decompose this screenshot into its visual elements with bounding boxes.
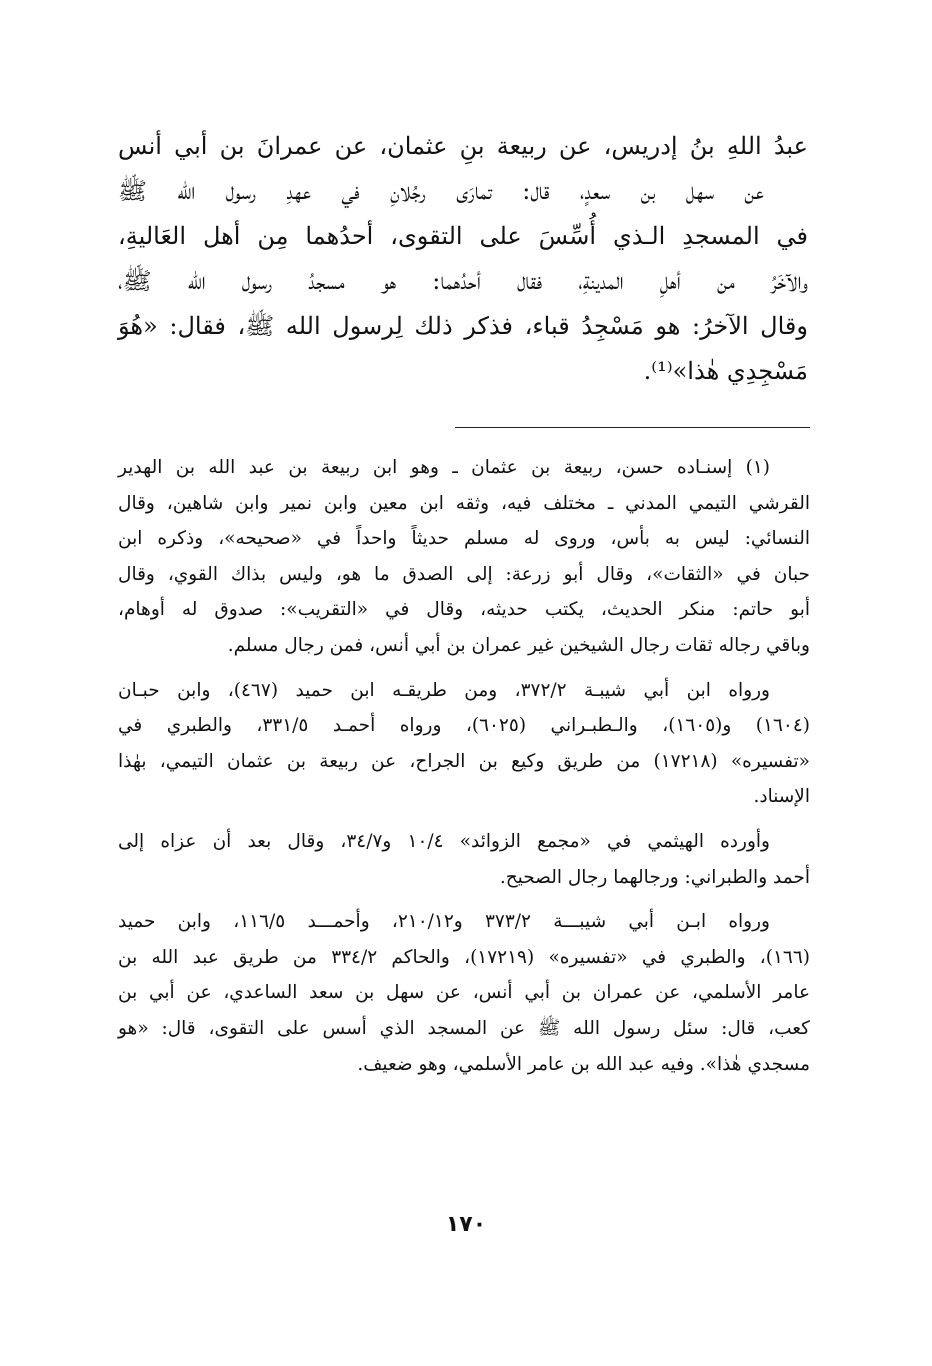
footnote-line: حبان في «الثقات»، وقال أبو زرعة: إلى الصدق ما هو، وليس بذاك القوي، وقال <box>118 563 810 585</box>
main-text <box>118 124 808 394</box>
footnote-paragraph <box>118 673 810 815</box>
footnote-line: ورواه ابـن أبي شيبـــة ٣٧٣/٢ و٢١٠/١٢، وأحمـــد ١١٦/٥، وابن حميد <box>118 911 770 933</box>
footnote-paragraph <box>118 904 810 1082</box>
main-line: في المسجدِ الـذي أُسِّسَ على التقوى، أحدُهما مِن أهل العَاليةِ، <box>118 222 808 250</box>
footnote-line: «تفسيره» (١٧٢١٨) من طريق وكيع بن الجراح، عن ربيعة بن عثمان التيمي، بهٰذا <box>118 750 810 772</box>
footnote-separator <box>455 427 810 428</box>
footnote-line: عامر الأسلمي، عن عمران بن أبي أنس، عن سهل بن سعد الساعدي، عن أبي بن <box>118 982 810 1004</box>
footnote-line: ورواه ابن أبي شيبـة ٣٧٢/٢، ومن طريقـه ابن حميد (٤٦٧)، وابن حبـان <box>118 679 770 701</box>
main-line: مَسْجِدِي هٰذا»⁽¹⁾. <box>643 357 808 385</box>
page-number: ١٧٠ <box>445 1212 487 1237</box>
main-line: عن سهل بن سعدٍ، قال: تمارَى رجُلانِ في عهدِ رسول الله ﷺ <box>118 177 764 205</box>
footnotes <box>118 450 810 1091</box>
footnote-line: وأورده الهيثمي في «مجمع الزوائد» ١٠/٤ و٣٤/٧، وقال بعد أن عزاه إلى <box>118 830 770 852</box>
main-line: عبدُ اللهِ بنُ إدريس، عن ربيعة بنِ عثمان، عن عمرانَ بن أبي أنس <box>118 132 808 160</box>
footnote-line: (١٦٦)، والطبري في «تفسيره» (١٧٢١٩)، والحاكم ٣٣٤/٢ من طريق عبد الله بن <box>118 946 811 968</box>
footnote-paragraph <box>118 450 810 664</box>
footnote-line: وباقي رجاله ثقات رجال الشيخين غير عمران بن أبي أنس، فمن رجال مسلم. <box>227 634 810 656</box>
footnote-line: أبو حاتم: منكر الحديث، يكتب حديثه، وقال في «التقريب»: صدوق له أوهام، <box>118 599 810 621</box>
main-line: وقال الآخرُ: هو مَسْجِدُ قباء، فذكر ذلك لِرسول الله ﷺ، فقال: «هُوَ <box>118 312 808 340</box>
footnote-line: (١) إسنـاده حسن، ربيعة بن عثمان ـ وهو ابن ربيعة بن عبد الله بن الهدير <box>118 457 770 478</box>
main-line: والآخَرُ من أهلِ المدينةِ، فقال أحدُهما: هو مسجدُ رسول الله ﷺ، <box>118 267 808 295</box>
footnote-line: النسائي: ليس به بأس، وروى له مسلم حديثاً واحداً في «صحيحه»، وذكره ابن <box>118 528 810 550</box>
footnote-line: أحمد والطبراني: ورجالهما رجال الصحيح. <box>499 866 810 888</box>
footnote-paragraph <box>118 824 810 895</box>
footnote-line: مسجدي هٰذا». وفيه عبد الله بن عامر الأسلمي، وهو ضعيف. <box>357 1053 810 1075</box>
footnote-line: (١٦٠٤) و(١٦٠٥)، والـطبـراني (٦٠٢٥)، ورواه أحمـد ٣٣١/٥، والطبري في <box>118 715 810 737</box>
footnote-line: القرشي التيمي المدني ـ مختلف فيه، وثقه ابن معين وابن نمير وابن شاهين، وقال <box>118 492 810 514</box>
footnote-line: كعب، قال: سئل رسول الله ﷺ عن المسجد الذي أسس على التقوى، قال: «هو <box>118 1017 810 1039</box>
footnote-line: الإسناد. <box>753 786 810 808</box>
